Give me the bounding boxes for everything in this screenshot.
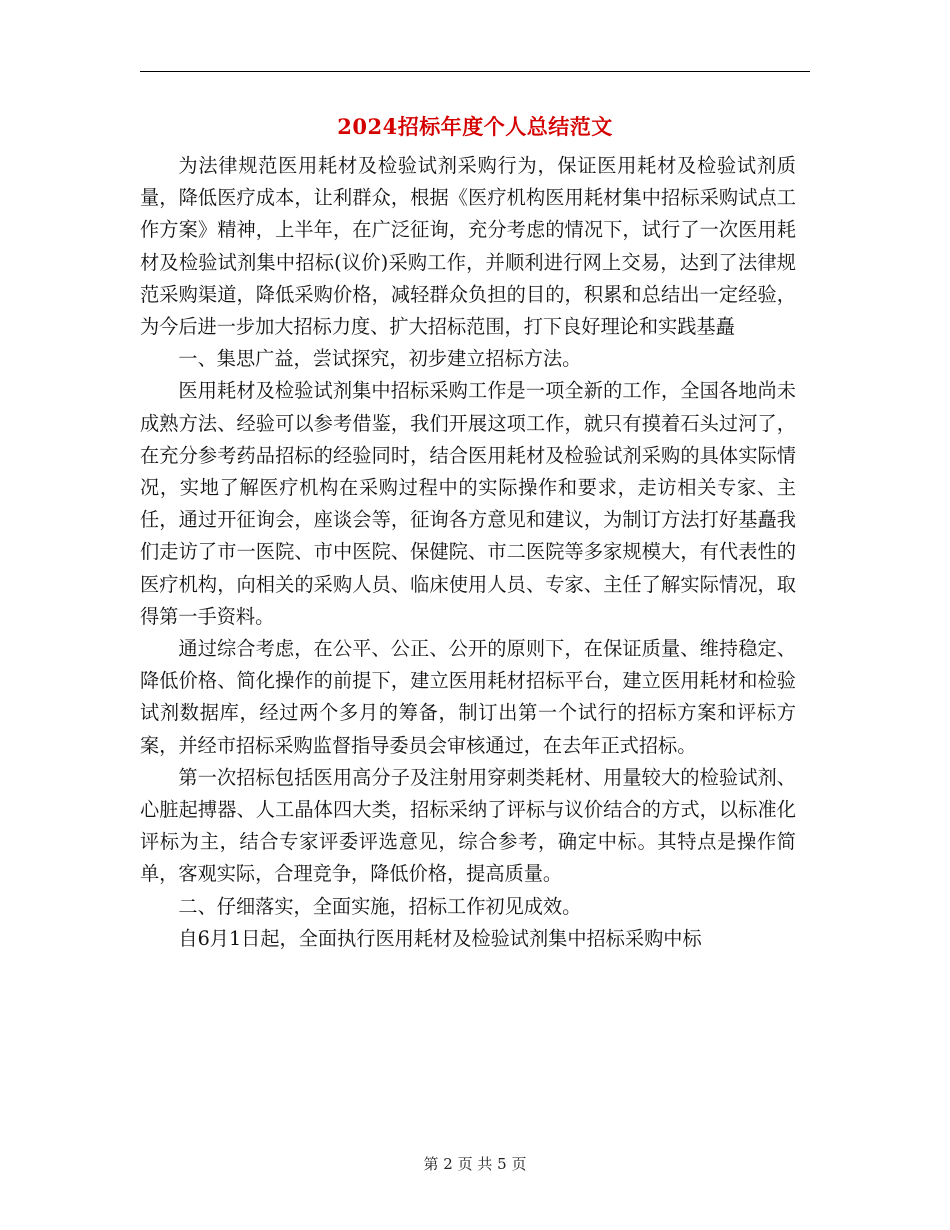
document-title: 2024招标年度个人总结范文 [337, 114, 613, 139]
section-heading-2: 二、仔细落实，全面实施，招标工作初见成效。 [178, 894, 582, 918]
paragraph-platform: 通过综合考虑，在公平、公正、公开的原则下，在保证质量、维持稳定、降低价格、简化操作的前提下，建立医用耗材招标平台，建立医用耗材和检验试剂数据库，经过两个多月的筹备，制订出第一个试行的招标方案和评标方案，并经市招标采购监督指导委员会审核通过，在去年正式招标。 [140, 637, 796, 757]
paragraph-first-bidding: 第一次招标包括医用高分子及注射用穿刺类耗材、用量较大的检验试剂、心脏起搏器、人工晶体四大类，招标采纳了评标与议价结合的方式，以标准化评标为主，结合专家评委评选意见，综合参考，确定中标。其特点是操作简单，客观实际，合理竞争，降低价格，提高质量。 [140, 765, 796, 886]
page-number-footer: 第 2 页 共 5 页 [423, 1155, 527, 1173]
header-rule [140, 71, 810, 72]
paragraph-research: 医用耗材及检验试剂集中招标采购工作是一项全新的工作，全国各地尚未成熟方法、经验可以参考借鉴，我们开展这项工作，就只有摸着石头过河了，在充分参考药品招标的经验同时，结合医用耗材及检验试剂采购的具体实际情况，实地了解医疗机构在采购过程中的实际操作和要求，走访相关专家、主任，通过开征询会，座谈会等，征询各方意见和建议，为制订方法打好基矗我们走访了市一医院、市中医院、保健院、市二医院等多家规模大，有代表性的医疗机构，向相关的采购人员、临床使用人员、专家、主任了解实际情况，取得第一手资料。 [140, 379, 796, 628]
paragraph-implementation: 自6月1日起，全面执行医用耗材及检验试剂集中招标采购中标 [178, 926, 702, 950]
document-body [140, 150, 796, 955]
section-heading-1: 一、集思广益，尝试探究，初步建立招标方法。 [178, 347, 582, 371]
paragraph-intro: 为法律规范医用耗材及检验试剂采购行为，保证医用耗材及检验试剂质量，降低医疗成本，让利群众，根据《医疗机构医用耗材集中招标采购试点工作方案》精神，上半年，在广泛征询，充分考虑的情况下，试行了一次医用耗材及检验试剂集中招标(议价)采购工作，并顺利进行网上交易，达到了法律规范采购渠道，降低采购价格，减轻群众负担的目的，积累和总结出一定经验，为今后进一步加大招标力度、扩大招标范围，打下良好理论和实践基矗 [140, 154, 796, 339]
